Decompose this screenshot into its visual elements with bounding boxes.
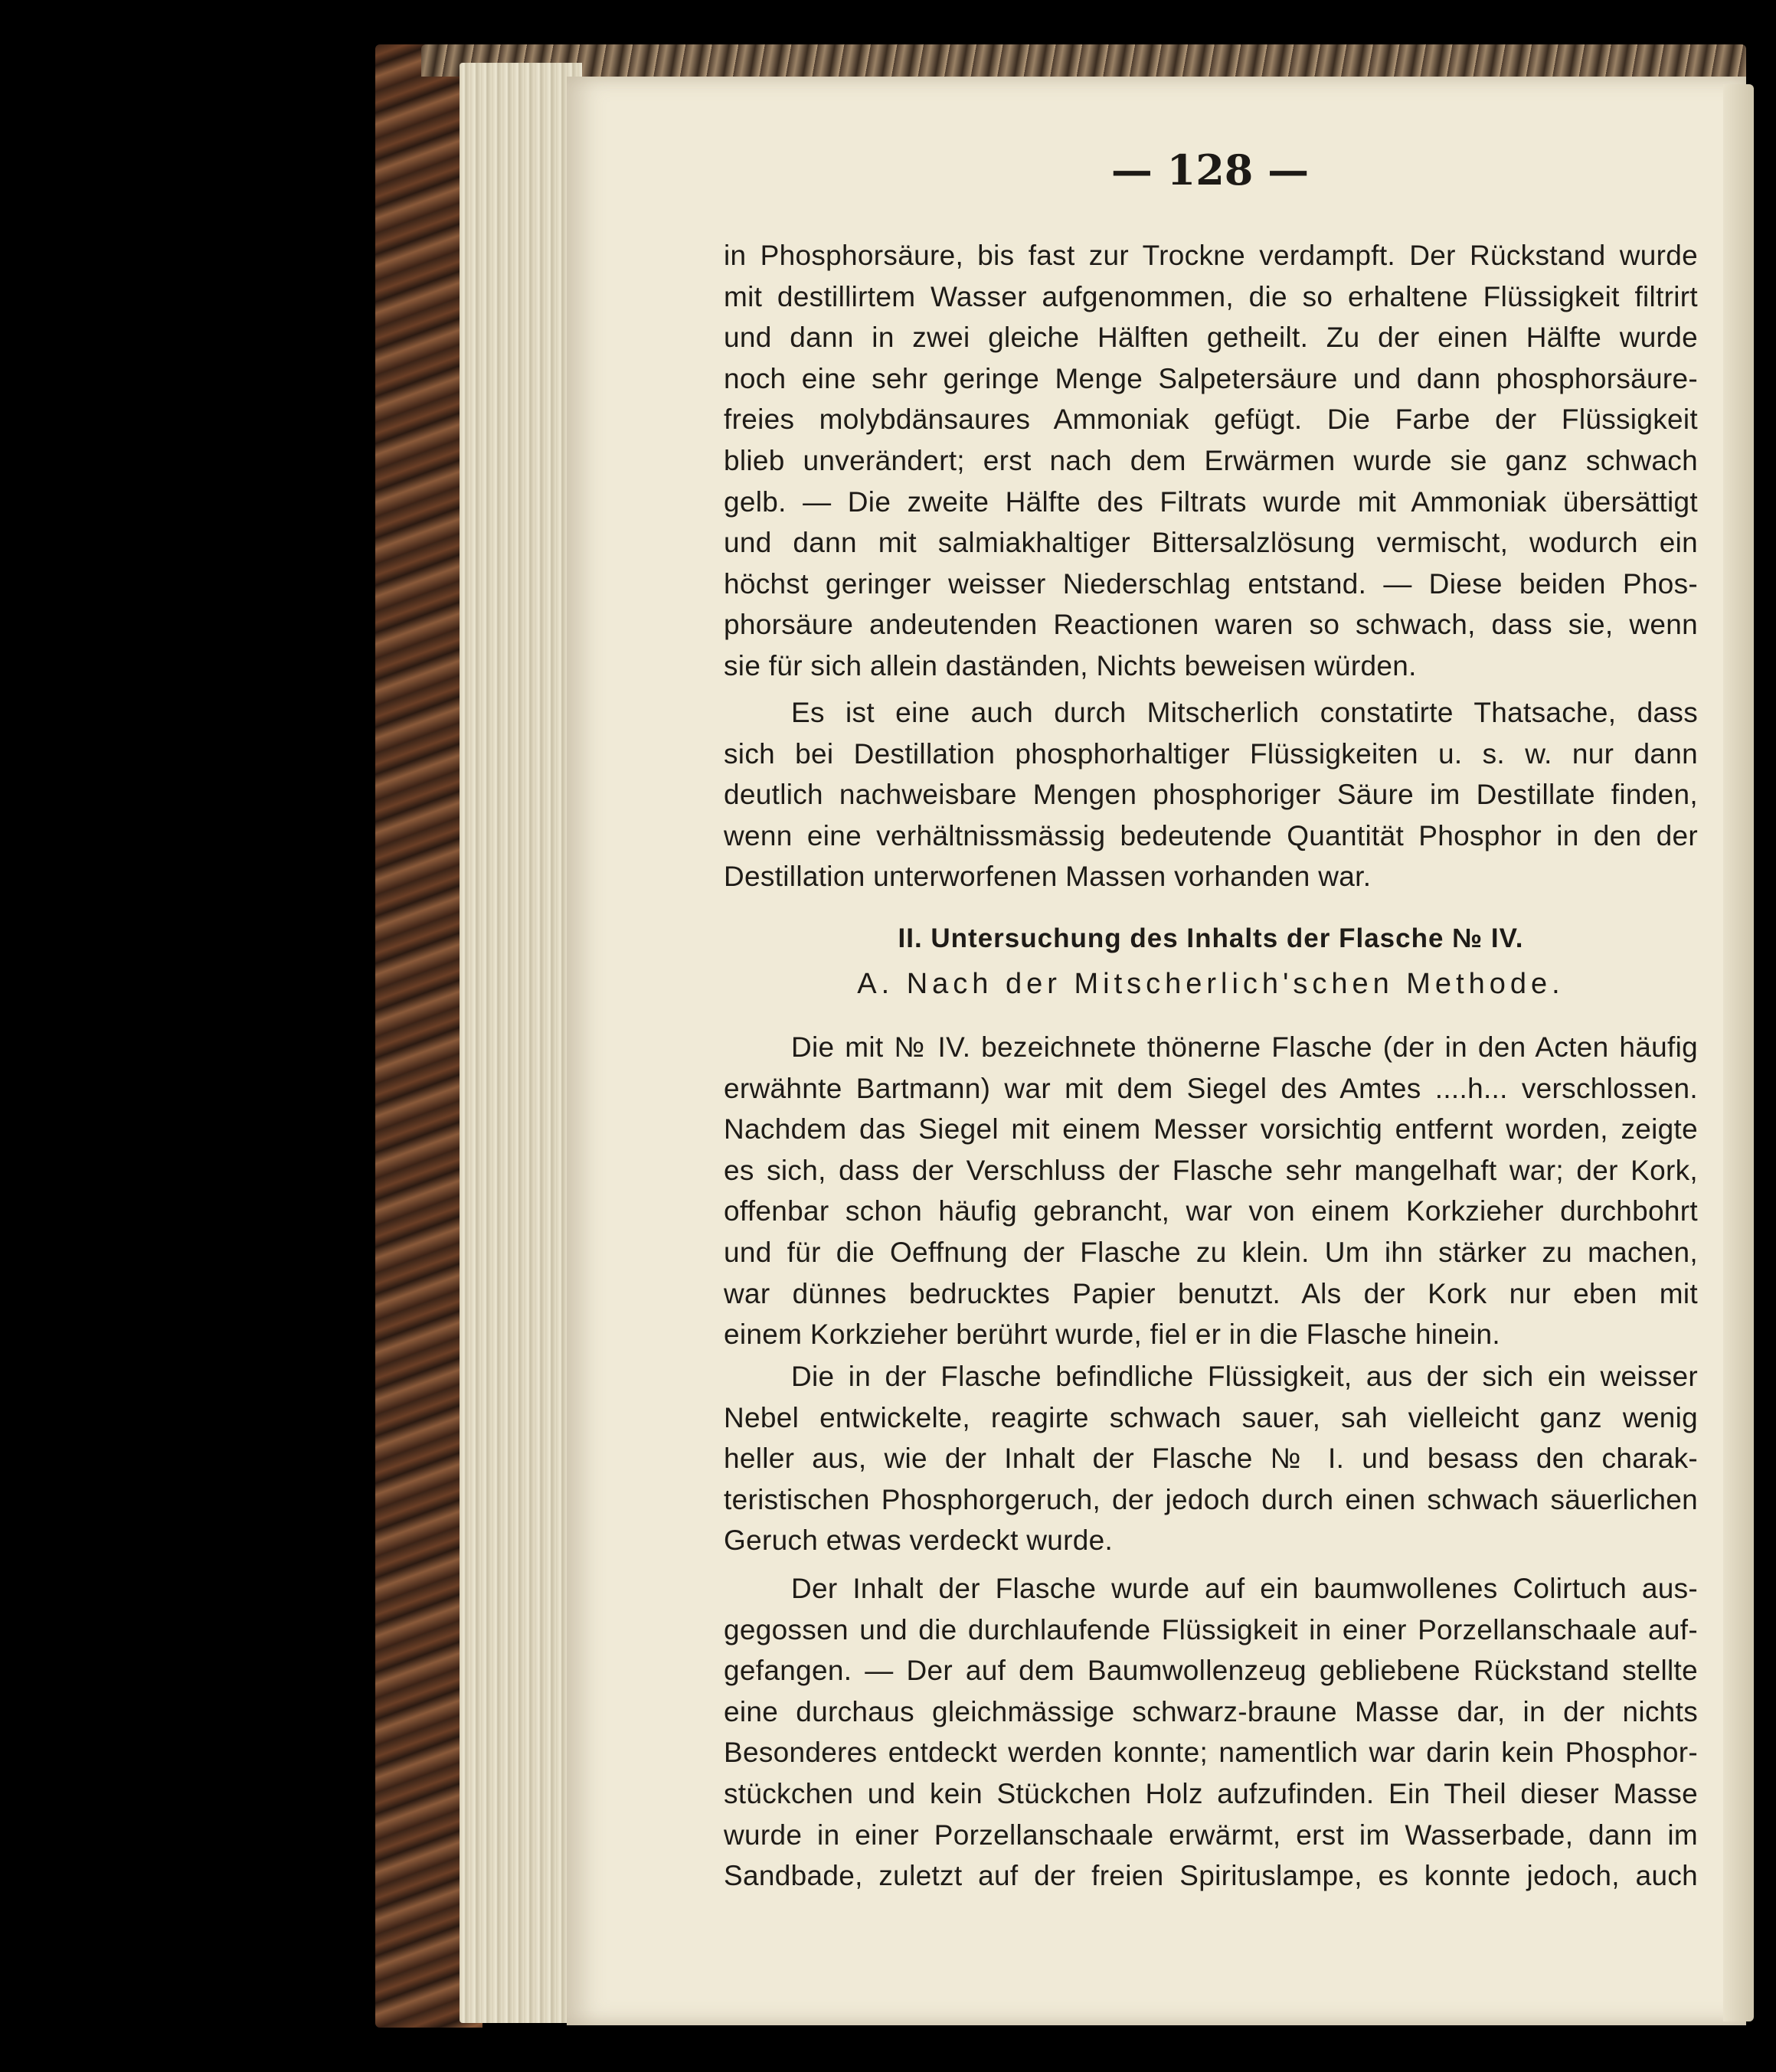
text-line: freies molybdänsaures Ammoniak gefügt. Die Farbe der Flüssigkeit bbox=[724, 404, 1698, 436]
text-line: Sandbade, zuletzt auf der freien Spirituslampe, es konnte jedoch, auch bbox=[724, 1860, 1698, 1892]
text-line: höchst geringer weisser Niederschlag entstand. — Diese beiden Phos- bbox=[724, 567, 1698, 600]
text-line: Es ist eine auch durch Mitscherlich constatirte Thatsache, dass bbox=[791, 697, 1698, 728]
paragraph-1 bbox=[724, 235, 1698, 687]
subsection-heading: A. Nach der Mitscherlich'schen Methode. bbox=[857, 968, 1565, 1000]
text-line: Die in der Flasche befindliche Flüssigkeit, aus der sich ein weisser bbox=[791, 1361, 1698, 1392]
text-line: stückchen und kein Stückchen Holz aufzufinden. Ein Theil dieser Masse bbox=[724, 1777, 1698, 1809]
text-line: einem Korkzieher berührt wurde, fiel er in die Flasche hinein. bbox=[724, 1319, 1500, 1351]
text-line: und dann in zwei gleiche Hälften getheilt. Zu der einen Hälfte wurde bbox=[724, 322, 1698, 354]
text-line: Nebel entwickelte, reagirte schwach sauer, sah vielleicht ganz wenig bbox=[724, 1401, 1698, 1433]
text-line: noch eine sehr geringe Menge Salpetersäure und dann phosphorsäure- bbox=[724, 362, 1698, 394]
text-line: erwähnte Bartmann) war mit dem Siegel des Amtes ....h... verschlossen. bbox=[724, 1072, 1698, 1104]
text-line: wenn eine verhältnissmässig bedeutende Quantität Phosphor in den der bbox=[724, 819, 1698, 851]
text-line: Der Inhalt der Flasche wurde auf ein baumwollenes Colirtuch aus- bbox=[791, 1573, 1698, 1604]
text-line: Besonderes entdeckt werden konnte; namentlich war darin kein Phosphor- bbox=[724, 1737, 1698, 1769]
paragraph-5 bbox=[724, 1568, 1698, 1897]
book-cover-top-edge bbox=[421, 44, 1746, 77]
paragraph-4 bbox=[724, 1356, 1698, 1561]
page-number: — 128 — bbox=[1110, 145, 1310, 194]
text-line: Geruch etwas verdeckt wurde. bbox=[724, 1525, 1114, 1557]
text-line: mit destillirtem Wasser aufgenommen, die so erhaltene Flüssigkeit filtrirt bbox=[724, 280, 1698, 312]
text-line: es sich, dass der Verschluss der Flasche sehr mangelhaft war; der Kork, bbox=[724, 1154, 1698, 1186]
text-line: deutlich nachweisbare Mengen phosphoriger Säure im Destillate finden, bbox=[724, 779, 1698, 811]
text-line: phorsäure andeutenden Reactionen waren so schwach, dass sie, wenn bbox=[724, 609, 1698, 641]
text-line: teristischen Phosphorgeruch, der jedoch durch einen schwach säuerlichen bbox=[724, 1483, 1698, 1515]
text-line: und dann mit salmiakhaltiger Bittersalzlösung vermischt, wodurch ein bbox=[724, 527, 1698, 559]
text-line: Destillation unterworfenen Massen vorhanden war. bbox=[724, 861, 1372, 893]
text-line: eine durchaus gleichmässige schwarz-braune Masse dar, in der nichts bbox=[724, 1695, 1698, 1727]
text-line: gelb. — Die zweite Hälfte des Filtrats wurde mit Ammoniak übersättigt bbox=[724, 485, 1698, 518]
text-line: und für die Oeffnung der Flasche zu klein. Um ihn stärker zu machen, bbox=[724, 1236, 1698, 1268]
page-stack-edges bbox=[460, 63, 582, 2023]
paragraph-2 bbox=[724, 692, 1698, 897]
text-line: in Phosphorsäure, bis fast zur Trockne verdampft. Der Rückstand wurde bbox=[724, 240, 1698, 271]
text-line: Nachdem das Siegel mit einem Messer vorsichtig entfernt worden, zeigte bbox=[724, 1113, 1698, 1145]
section-heading: II. Untersuchung des Inhalts der Flasche № IV. bbox=[898, 923, 1524, 953]
text-line: gegossen und die durchlaufende Flüssigkeit in einer Porzellanschaale auf- bbox=[724, 1613, 1698, 1646]
text-line: wurde in einer Porzellanschaale erwärmt, erst im Wasserbade, dann im bbox=[724, 1819, 1698, 1851]
text-line: Die mit № IV. bezeichnete thönerne Flasche (der in den Acten häufig bbox=[791, 1031, 1698, 1063]
text-line: gefangen. — Der auf dem Baumwollenzeug gebliebene Rückstand stellte bbox=[724, 1655, 1698, 1687]
text-line: sich bei Destillation phosphorhaltiger Flüssigkeiten u. s. w. nur dann bbox=[724, 737, 1698, 770]
text-line: heller aus, wie der Inhalt der Flasche № I. und besass den charak- bbox=[724, 1443, 1698, 1475]
text-line: blieb unverändert; erst nach dem Erwärmen wurde sie ganz schwach bbox=[724, 444, 1698, 476]
paragraph-3 bbox=[724, 1027, 1698, 1355]
text-line: offenbar schon häufig gebrancht, war von einem Korkzieher durchbohrt bbox=[724, 1195, 1698, 1227]
page-right-edge bbox=[1723, 84, 1754, 2021]
text-line: sie für sich allein daständen, Nichts beweisen würden. bbox=[724, 649, 1417, 681]
text-line: war dünnes bedrucktes Papier benutzt. Als der Kork nur eben mit bbox=[724, 1277, 1698, 1309]
